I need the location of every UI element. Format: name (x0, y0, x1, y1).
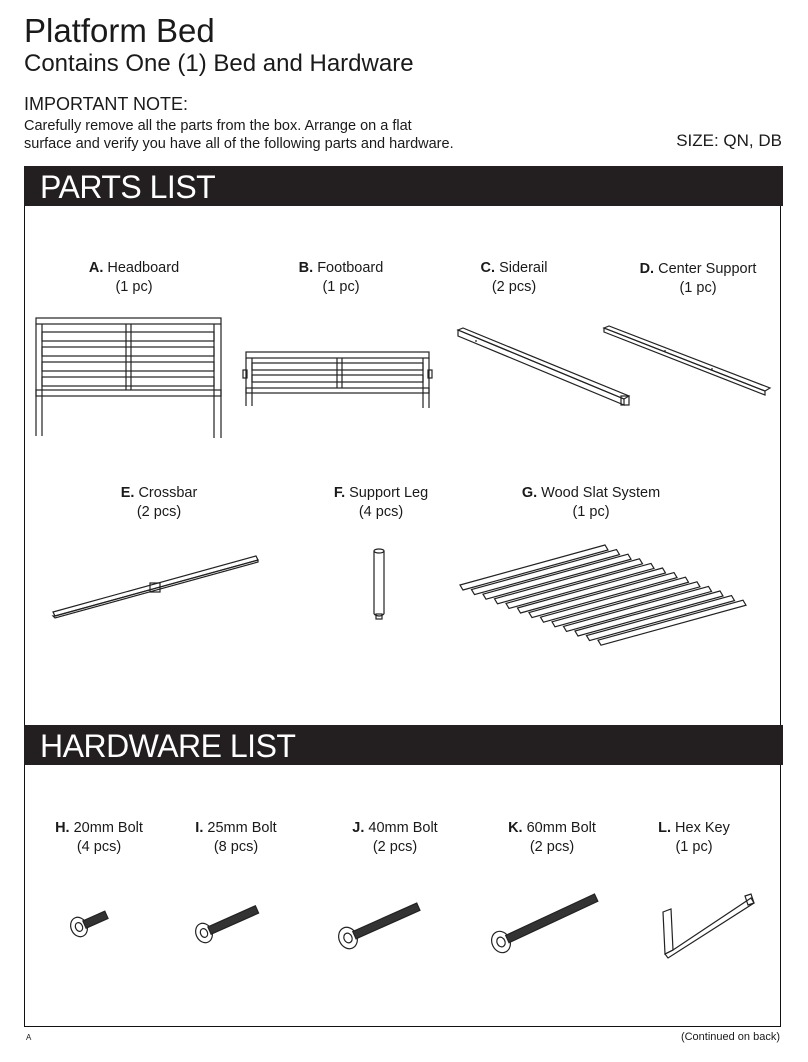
headboard-illustration (36, 318, 221, 438)
part-label-headboard: A. Headboard (1 pc) (88, 260, 180, 295)
important-note-heading: IMPORTANT NOTE: (24, 94, 189, 114)
wood-slat (506, 563, 654, 608)
wood-slat (552, 582, 700, 627)
60mm-bolt-illustration (488, 888, 601, 956)
part-label-wood-slat-system: G. Wood Slat System (1 pc) (521, 485, 661, 520)
hex-key-illustration (663, 894, 754, 958)
support-leg-illustration (374, 549, 384, 619)
wood-slat (529, 573, 677, 618)
wood-slat (518, 568, 666, 613)
hardware-list-heading: HARDWARE LIST (40, 728, 296, 764)
part-label-center-support: D. Center Support (1 pc) (639, 261, 757, 296)
crossbar-illustration (53, 556, 258, 618)
wood-slat-system-illustration (460, 545, 746, 645)
size-label: SIZE: QN, DB (676, 131, 782, 150)
20mm-bolt-illustration (68, 906, 111, 940)
wood-slat (541, 577, 689, 622)
wood-slat (472, 550, 620, 595)
hardware-label-40mm-bolt: J. 40mm Bolt (2 pcs) (352, 820, 438, 855)
parts-list-heading: PARTS LIST (40, 169, 216, 205)
continued-note: (Continued on back) (680, 1031, 780, 1043)
footboard-illustration (243, 352, 432, 408)
page-subtitle: Contains One (1) Bed and Hardware (24, 50, 414, 77)
siderail-illustration (458, 328, 629, 405)
wood-slat (495, 559, 643, 604)
part-label-crossbar: E. Crossbar (2 pcs) (120, 485, 198, 520)
hardware-label-60mm-bolt: K. 60mm Bolt (2 pcs) (508, 820, 596, 855)
wood-slat (564, 586, 712, 631)
25mm-bolt-illustration (193, 900, 261, 945)
part-label-support-leg: F. Support Leg (4 pcs) (333, 485, 429, 520)
hardware-label-20mm-bolt: H. 20mm Bolt (4 pcs) (55, 820, 143, 855)
hardware-label-hex-key: L. Hex Key (1 pc) (658, 820, 730, 855)
part-label-footboard: B. Footboard (1 pc) (298, 260, 384, 295)
center-support-illustration (604, 326, 770, 395)
hardware-label-25mm-bolt: I. 25mm Bolt (8 pcs) (195, 820, 277, 855)
wood-slat (587, 596, 735, 641)
page-title: Platform Bed (24, 12, 215, 49)
important-note-line-1: Carefully remove all the parts from the box. Arrange on a flat (24, 118, 412, 134)
wood-slat (483, 554, 631, 599)
wood-slat (598, 600, 746, 645)
40mm-bolt-illustration (335, 897, 423, 952)
page-code: A (26, 1033, 32, 1042)
important-note-line-2: surface and verify you have all of the following parts and hardware. (24, 136, 454, 152)
part-label-siderail: C. Siderail (2 pcs) (480, 260, 548, 295)
wood-slat (460, 545, 608, 590)
wood-slat (575, 591, 723, 636)
